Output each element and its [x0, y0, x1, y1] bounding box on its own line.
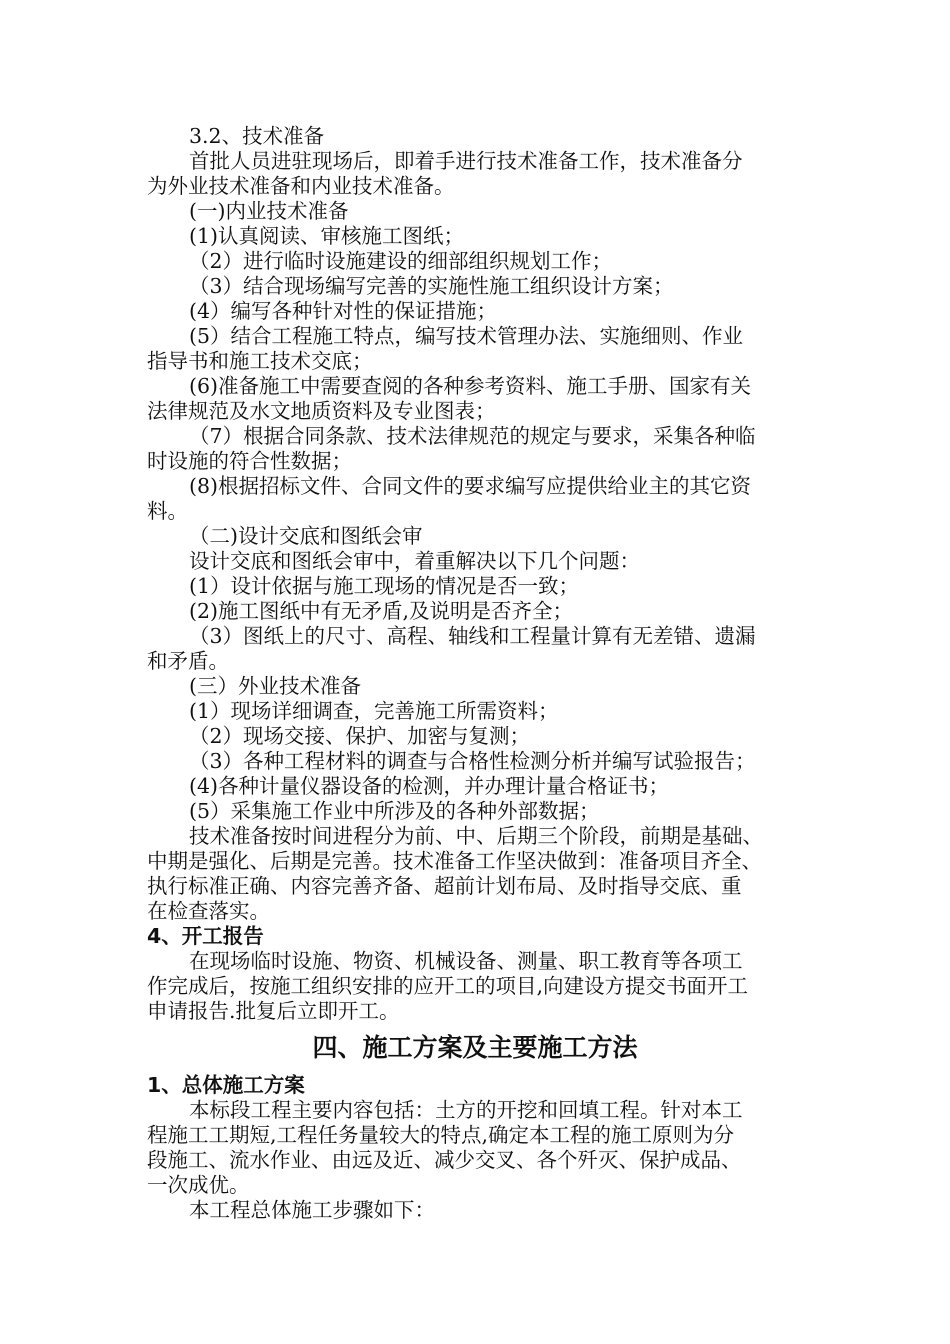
paragraph-line: 本标段工程主要内容包括：土方的开挖和回填工程。针对本工: [189, 1098, 743, 1122]
paragraph-line: 申请报告.批复后立即开工。: [147, 999, 400, 1023]
section-heading-overall-plan: 1、总体施工方案: [147, 1073, 305, 1097]
paragraph-line: 在现场临时设施、物资、机械设备、测量、职工教育等各项工: [189, 949, 743, 973]
paragraph-line: 技术准备按时间进程分为前、中、后期三个阶段，前期是基础、: [189, 824, 763, 848]
subsection-heading: (三）外业技术准备: [189, 674, 361, 698]
paragraph-line: 首批人员进驻现场后，即着手进行技术准备工作，技术准备分: [189, 149, 743, 173]
list-item: (2)施工图纸中有无矛盾,及说明是否齐全；: [189, 599, 574, 623]
section-heading: 3.2、技术准备: [189, 124, 325, 148]
list-item: (4)各种计量仪器设备的检测，并办理计量合格证书；: [189, 774, 670, 798]
list-item-continuation: 指导书和施工技术交底；: [147, 349, 373, 373]
list-item: （2）现场交接、保护、加密与复测；: [189, 724, 531, 748]
list-item-continuation: 料。: [147, 499, 188, 523]
paragraph-line: 一次成优。: [147, 1173, 250, 1197]
list-item: （2）进行临时设施建设的细部组织规划工作；: [189, 249, 613, 273]
section-heading-start-report: 4、开工报告: [147, 924, 264, 948]
list-item: （3）各种工程材料的调查与合格性检测分析并编写试验报告；: [189, 749, 756, 773]
list-item: (8)根据招标文件、合同文件的要求编写应提供给业主的其它资: [189, 474, 752, 498]
paragraph-line: 作完成后，按施工组织安排的应开工的项目,向建设方提交书面开工: [147, 974, 749, 998]
chapter-title: 四、施工方案及主要施工方法: [312, 1033, 638, 1062]
list-item: (1）现场详细调查，完善施工所需资料；: [189, 699, 559, 723]
paragraph-line: 执行标准正确、内容完善齐备、超前计划布局、及时指导交底、重: [147, 874, 742, 898]
paragraph-line: 为外业技术准备和内业技术准备。: [147, 174, 455, 198]
list-item: （3）结合现场编写完善的实施性施工组织设计方案；: [189, 274, 674, 298]
paragraph-line: 段施工、流水作业、由远及近、减少交叉、各个歼灭、保护成品、: [147, 1148, 742, 1172]
list-item: (1)认真阅读、审核施工图纸；: [189, 224, 465, 248]
list-item: (6)准备施工中需要查阅的各种参考资料、施工手册、国家有关: [189, 374, 752, 398]
subsection-heading: （二)设计交底和图纸会审: [189, 524, 423, 548]
paragraph-line: 本工程总体施工步骤如下：: [189, 1198, 435, 1222]
list-item: (5）结合工程施工特点，编写技术管理办法、实施细则、作业: [189, 324, 744, 348]
paragraph-line: 设计交底和图纸会审中，着重解决以下几个问题：: [189, 549, 640, 573]
paragraph-line: 程施工工期短,工程任务量较大的特点,确定本工程的施工原则为分: [147, 1123, 735, 1147]
list-item: （3）图纸上的尺寸、高程、轴线和工程量计算有无差错、遗漏: [189, 624, 756, 648]
paragraph-line: 在检查落实。: [147, 899, 270, 923]
list-item-continuation: 法律规范及水文地质资料及专业图表；: [147, 399, 496, 423]
list-item: (1）设计依据与施工现场的情况是否一致；: [189, 574, 580, 598]
list-item: （7）根据合同条款、技术法律规范的规定与要求，采集各种临: [189, 424, 756, 448]
subsection-heading: (一)内业技术准备: [189, 199, 349, 223]
list-item: (5）采集施工作业中所涉及的各种外部数据；: [189, 799, 600, 823]
list-item: (4）编写各种针对性的保证措施；: [189, 299, 498, 323]
list-item-continuation: 时设施的符合性数据；: [147, 449, 352, 473]
paragraph-line: 中期是强化、后期是完善。技术准备工作坚决做到：准备项目齐全、: [147, 849, 762, 873]
list-item-continuation: 和矛盾。: [147, 649, 229, 673]
